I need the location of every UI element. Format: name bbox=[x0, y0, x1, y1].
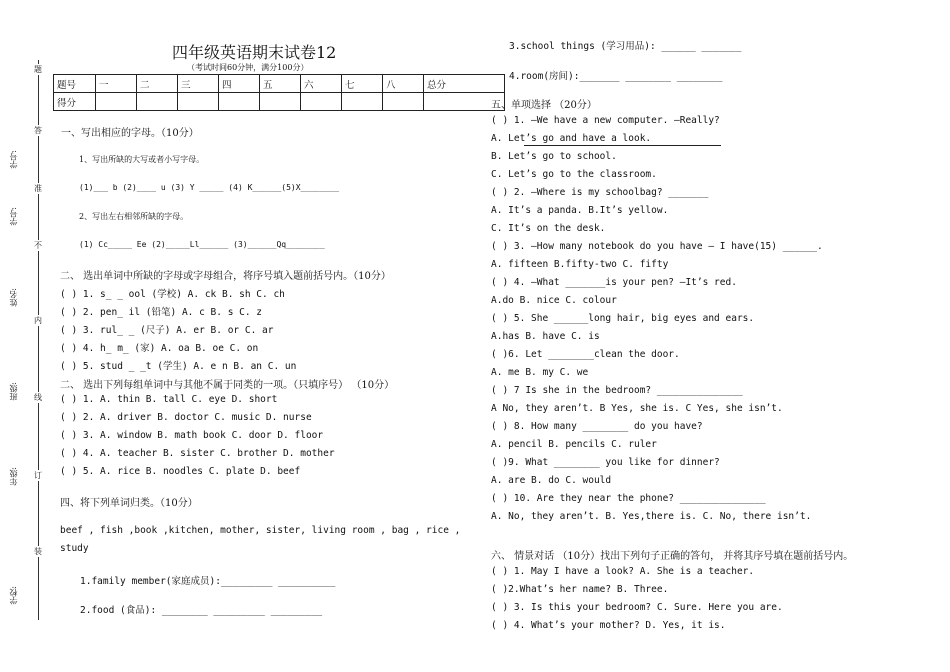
list-item: ( ) 2. —Where is my schoolbag? _______ bbox=[491, 187, 709, 198]
table-cell: 题号 bbox=[54, 75, 96, 93]
list-item: ( ) 2. pen_ il (铅笔) A. c B. s C. z bbox=[60, 307, 263, 318]
table-cell: 得分 bbox=[54, 93, 96, 111]
score-input-cell[interactable] bbox=[178, 93, 219, 111]
section1-sub2: 2、写出左右相邻所缺的字母。 bbox=[79, 212, 189, 221]
list-item: ( ) 3. Is this your bedroom? C. Sure. Here you are. bbox=[491, 602, 783, 613]
list-item: ( )2.What’s her name? B. Three. bbox=[491, 584, 669, 595]
word-list-line1: beef , fish ,book ,kitchen, mother, sister, living room , bag , rice , bbox=[60, 525, 461, 536]
list-item: C. It’s on the desk. bbox=[491, 223, 606, 234]
section-heading-5: 五、单项选择 （20分） bbox=[491, 100, 597, 111]
list-item: ( ) 5. A. rice B. noodles C. plate D. beef bbox=[60, 466, 301, 477]
list-item: A. No, they aren’t. B. Yes,there is. C. No, there isn’t. bbox=[491, 511, 812, 522]
list-item: ( ) 1. May I have a look? A. She is a teacher. bbox=[491, 566, 755, 577]
score-table bbox=[53, 74, 505, 111]
list-item: A.has B. have C. is bbox=[491, 331, 600, 342]
list-item: ( ) 1. —We have a new computer. —Really? bbox=[491, 115, 720, 126]
score-input-cell[interactable] bbox=[383, 93, 424, 111]
list-item: ( )9. What ________ you like for dinner? bbox=[491, 457, 720, 468]
list-item: C. Let’s go to the classroom. bbox=[491, 169, 657, 180]
list-item: ( ) 1. s_ _ ool (学校) A. ck B. sh C. ch bbox=[60, 289, 285, 300]
table-cell: 一 bbox=[96, 75, 137, 93]
list-item: ( ) 4. h_ m_ (家) A. oa B. oe C. on bbox=[60, 343, 259, 354]
section1-line1: (1)___ b (2)____ u (3) Y _____ (4) K______(5)X________ bbox=[79, 183, 340, 192]
binding-margin-line bbox=[38, 60, 39, 620]
word-list-line2: study bbox=[60, 543, 89, 554]
margin-char: 装 bbox=[34, 547, 42, 556]
list-item: ( ) 2. A. driver B. doctor C. music D. nurse bbox=[60, 412, 312, 423]
category-food: 2.food (食品): ________ _________ _________ bbox=[80, 605, 323, 616]
score-input-cell[interactable] bbox=[260, 93, 301, 111]
margin-char: 题 bbox=[34, 65, 42, 74]
table-cell: 二 bbox=[137, 75, 178, 93]
page-title: 四年级英语期末试卷12 bbox=[172, 43, 337, 62]
list-item: A. Let’s go and have a look. bbox=[491, 133, 652, 144]
category-family: 1.family member(家庭成员):_________ __________ bbox=[80, 576, 336, 587]
table-cell: 八 bbox=[383, 75, 424, 93]
margin-char: 订 bbox=[34, 471, 42, 480]
list-item: ( ) 4. What’s your mother? D. Yes, it is. bbox=[491, 620, 726, 631]
score-input-cell[interactable] bbox=[137, 93, 178, 111]
margin-char: 不 bbox=[34, 241, 42, 250]
table-cell: 七 bbox=[342, 75, 383, 93]
margin-char: 答 bbox=[34, 126, 42, 135]
list-item: A. pencil B. pencils C. ruler bbox=[491, 439, 657, 450]
margin-char: 线 bbox=[34, 393, 42, 402]
table-cell: 六 bbox=[301, 75, 342, 93]
margin-label-class: 班级: bbox=[9, 382, 18, 401]
list-item: B. Let’s go to school. bbox=[491, 151, 617, 162]
list-item: ( ) 4. A. teacher B. sister C. brother D. mother bbox=[60, 448, 335, 459]
section-heading-3: 二、 选出下列每组单词中与其他不属于同类的一项。（只填序号） （10分） bbox=[60, 380, 395, 391]
category-school-things: 3.school things (学习用品): ______ _______ bbox=[509, 41, 742, 52]
section1-sub1: 1、写出所缺的大写或者小写字母。 bbox=[79, 155, 205, 164]
margin-label-name: 姓名: bbox=[9, 288, 18, 307]
margin-label-school: 学校: bbox=[9, 586, 18, 605]
list-item: A. are B. do C. would bbox=[491, 475, 612, 486]
section-heading-1: 一、写出相应的字母。（10分） bbox=[61, 128, 199, 139]
list-item: ( )6. Let ________clean the door. bbox=[491, 349, 680, 360]
list-item: A No, they aren’t. B Yes, she is. C Yes, she isn’t. bbox=[491, 403, 783, 414]
score-input-cell[interactable] bbox=[219, 93, 260, 111]
table-cell: 五 bbox=[260, 75, 301, 93]
section-heading-6: 六、 情景对话 （10分）找出下列句子正确的答句， 并将其序号填在题前括号内。 bbox=[491, 551, 854, 562]
table-row bbox=[54, 75, 505, 93]
list-item: ( ) 1. A. thin B. tall C. eye D. short bbox=[60, 394, 278, 405]
margin-char: 内 bbox=[34, 316, 42, 325]
list-item: A.do B. nice C. colour bbox=[491, 295, 617, 306]
margin-char: 准 bbox=[34, 184, 42, 193]
margin-label-student-no: 学号: bbox=[9, 150, 18, 169]
list-item: ( ) 5. stud _ _t (学生) A. e n B. an C. un bbox=[60, 361, 297, 372]
category-room: 4.room(房间):_______ ________ ________ bbox=[509, 71, 723, 82]
margin-label-student-no: 学号: bbox=[9, 207, 18, 226]
score-input-cell[interactable] bbox=[301, 93, 342, 111]
answer-underline bbox=[524, 145, 721, 146]
table-cell: 总分 bbox=[424, 75, 505, 93]
list-item: ( ) 8. How many ________ do you have? bbox=[491, 421, 703, 432]
list-item: ( ) 3. A. window B. math book C. door D. floor bbox=[60, 430, 324, 441]
section-heading-4: 四、将下列单词归类。（10分） bbox=[60, 498, 198, 509]
list-item: ( ) 7 Is she in the bedroom? _______________ bbox=[491, 385, 743, 396]
section-heading-2: 二、 选出单词中所缺的字母或字母组合，将序号填入题前括号内。（10分） bbox=[60, 271, 391, 282]
section1-line2: (1) Cc_____ Ee (2)_____Ll______ (3)______Qq________ bbox=[79, 240, 325, 249]
list-item: ( ) 10. Are they near the phone? _______________ bbox=[491, 493, 766, 504]
exam-subtitle: （考试时间60分钟，满分100分） bbox=[187, 63, 309, 72]
list-item: ( ) 5. She ______long hair, big eyes and ears. bbox=[491, 313, 755, 324]
list-item: A. fifteen B.fifty-two C. fifty bbox=[491, 259, 669, 270]
score-input-cell[interactable] bbox=[96, 93, 137, 111]
score-input-cell[interactable] bbox=[342, 93, 383, 111]
margin-label-grade: 年级: bbox=[9, 467, 18, 486]
list-item: ( ) 3. rul_ _ (尺子) A. er B. or C. ar bbox=[60, 325, 274, 336]
table-cell: 四 bbox=[219, 75, 260, 93]
list-item: ( ) 4. —What _______is your pen? —It’s red. bbox=[491, 277, 737, 288]
table-cell: 三 bbox=[178, 75, 219, 93]
table-row bbox=[54, 93, 505, 111]
list-item: A. me B. my C. we bbox=[491, 367, 589, 378]
list-item: ( ) 3. —How many notebook do you have — I have(15) ______. bbox=[491, 241, 823, 252]
list-item: A. It’s a panda. B.It’s yellow. bbox=[491, 205, 669, 216]
